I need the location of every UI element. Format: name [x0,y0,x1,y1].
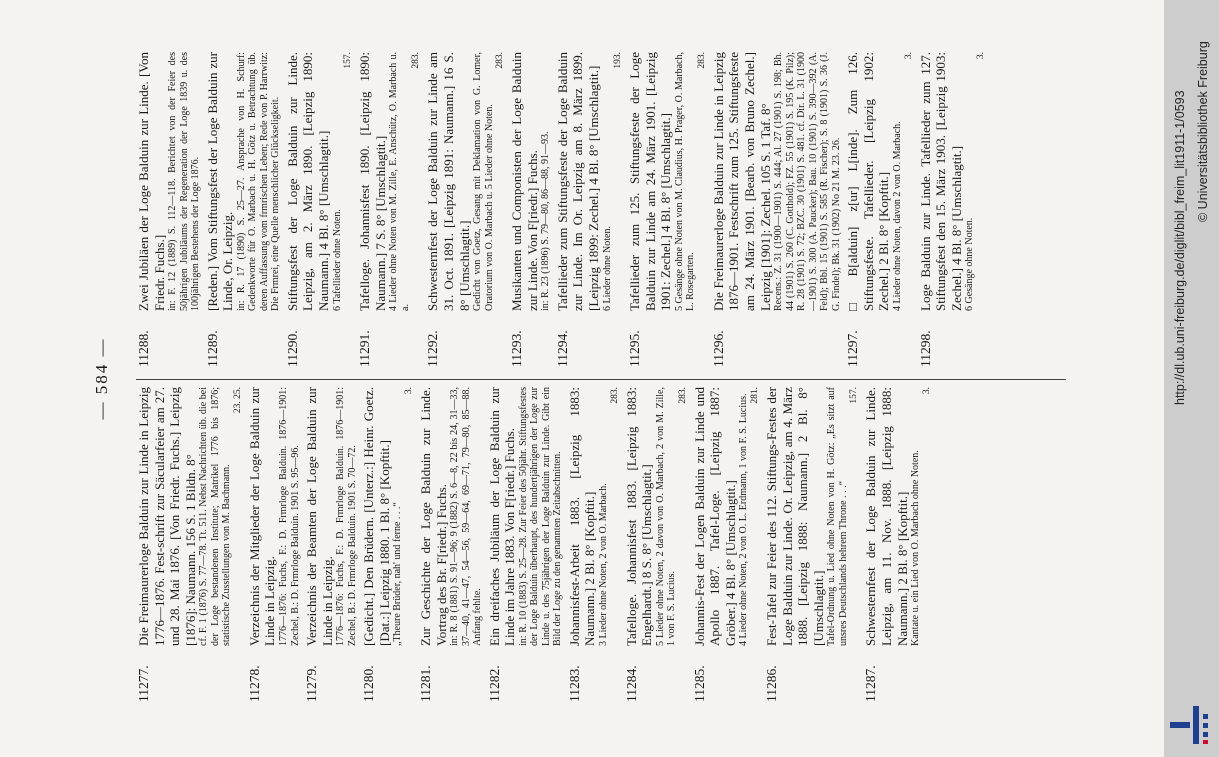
entry-note: in: R. 23 (1896) S. 79—80, 86—88, 91—93. [540,131,552,311]
entry-body [555,52,624,311]
entry-number: 11278. [246,665,262,702]
entry-note: 6 Lieder ohne Noten. [601,226,613,311]
entry-body [205,52,282,311]
entry-number: 11289. [204,330,220,367]
ub-freiburg-logo-icon [1170,702,1214,748]
bibliography-entry [624,387,689,702]
entry-note: 4 Lieder ohne Noten, 2 von O. L. Erdmann, 1 von F. S. Lucius. [738,393,750,646]
entry-note: 1776—1876: Fuchs, F.: D. Frmrloge Balduin. 1876—1901: Zechel, B.: D. Frmrloge Balduin. 1901 S. 95—96. [278,387,301,646]
entry-title: Die Freimaurerloge Balduin zur Linde in Leipzig 1776—1876. Fest-schrift zur Säcularfeier am 27. und 28. Mai 1876. [Von Friedr. Fuchs.] Leipzig [1876]: Naumann. 156 S. 1 Bildn. 8° [136,387,198,646]
entry-note: Kantate u. ein Lied von O. Marbach ohne Noten. [910,450,922,646]
entry-reference: 281. [749,387,760,404]
bibliography-entry [627,52,708,367]
entry-note: Gedicht von Goetz, Gesang mit Deklamation von G. Lomer, Oratorium von O. Marbach u. 5 Lieder ohne Noten. [472,52,495,311]
entry-number: 11283. [566,665,582,702]
entry-body [136,52,202,311]
bibliography-entry [711,52,842,367]
entry-note: Recens.: Z. 31 (1900—1901) S. 444; Al. 27 (1901) S. 198; Bh. 44 (1901) S. 260 (C. Gotthold); FZ. 55 (1901) S. 195 (K. Pilz); R. 28 (1901) S. 72; BZC. 30 (1901) S. 481. cf. Dir. L. 31 (1900—1901) S. 300 (A. Paucker); Bau. 10 (1901) S. 390—392 (A. Feld); Bbl. 15 (1901) S. 585 (R. Fischer); S. 8 (1901) S. 36 (J. G. Findel); Bk. 31 (1902) No 21 M. 23. 26. [773,52,842,311]
entry-body [136,387,244,646]
entry-note: „Theure Brüder, nah' und ferne . . .“ [392,502,404,646]
entry-title: Tafellieder zum 125. Stiftungsfeste der Loge Balduin zur Linde am 24. März 1901. [Leipzig 1901: Zechel.] 4 Bl. 8° [Umschlagtit.] [627,52,674,311]
bibliography-entry [304,387,358,702]
entry-note: in: R. 10 (1883) S. 25—28. Zur Feier des 50jähr. Stiftungsfestes der Loge Balduin überhaupt, des hundertjährigen der Loge zur Linde u. des 75jährigen der Loge Balduin zur Linde. Gibt ein Bild der Loge zu den genannten Zeitabschnitten. [517,387,564,646]
entry-reference: 157. [849,387,860,404]
entry-title: Fest-Tafel zur Feier des 112. Stiftungs-Festes der Loge Balduin zur Linde. Or. Leipzig, am 4. März 1888. [Leipzig 1888: Naumann.] 2 Bl. 8° [Umschlagtit.] [763,387,826,646]
entry-title: Musikanten und Componisten der Loge Balduin zur Linde. Von F[riedr.] Fuchs. [509,52,540,311]
entry-note: 6 Tafellieder ohne Noten. [331,209,343,311]
entry-number: 11297. [845,330,861,367]
right-column [136,52,1086,367]
entry-number: 11295. [627,330,643,367]
entry-body [247,387,301,646]
entry-number: 11296. [710,330,726,367]
left-column [136,387,1086,702]
entry-body [627,52,708,311]
bibliography-entry [918,52,987,367]
entry-note: Tafel-Ordnung u. Lied ohne Noten von H. Götz: „Es sitzt auf unsres Deutschlands hehrem Throne . . .“ [826,387,849,646]
entry-body [425,52,506,311]
entry-number: 11285. [691,665,707,702]
entry-title: Zur Geschichte der Loge Balduin zur Linde. Vortrag des Br. F[riedr.] Fuchs. [417,387,449,646]
entry-title: Verzeichnis der Mitglieder der Loge Balduin zur Linde in Leipzig. [246,387,278,646]
entry-reference: 3. [921,387,932,395]
entry-body [285,52,354,311]
source-url[interactable]: http://dl.ub.uni-freiburg.de/diglit/bibl_freim_lit1911-1/0593 [1173,90,1187,405]
entry-body [357,52,422,311]
entry-reference: 3. [903,52,914,60]
entry-reference: 283. [609,387,620,404]
entry-body [418,387,484,646]
entry-note: in: R. 8 (1881) S. 91—96; 9 (1882) S. 6—8, 22 bis 24, 31—33, 37—40, 41—47, 54—56, 59—64, 69—71, 79—80, 85—88. Anfang fehlte. [449,387,484,646]
entry-reference: 193. [613,52,624,69]
bibliography-entry [425,52,506,367]
entry-number: 11287. [863,665,879,702]
entry-number: 11294. [554,330,570,367]
entry-note: in: F. 12 (1889) S. 112—118. Berichtet von der Feier des 50jährigen Jubiläums der Regeneration der Loge 1839 u. des 100jährigen Bestehens der Loge 1876. [167,52,202,311]
bibliography-entry [136,52,202,367]
bibliography-entry [567,387,621,702]
entry-note: 1776—1876: Fuchs, F.: D. Frmrloge Balduin. 1876—1901: Zechel, B.: D. Frmrloge Balduin. 1901 S. 70—72. [335,387,358,646]
entry-reference: 283. [696,52,707,69]
entry-number: 11279. [304,665,320,702]
entry-note: 5 Gesänge ohne Noten von M. Claudius, H. Prager, O. Marbach, L. Rosegarten. [673,52,697,311]
entry-number: 11290. [284,330,300,367]
bibliography-entry [509,52,552,367]
entry-note: 5 Lieder ohne Noten, 2 davon von O. Marbach, 2 von M. Zille, 1 von F. S. Lucius. [654,387,678,646]
entry-note: 4 Lieder ohne Noten, davon 2 von O. Marbach. [892,121,904,311]
entry-body [764,387,860,646]
bibliography-entry [863,387,932,702]
column-divider [136,379,1066,380]
entry-number: 11291. [357,330,373,367]
entry-body [692,387,761,646]
entry-reference: 283. [495,52,506,69]
entry-number: 11282. [486,665,502,702]
entry-body [487,387,564,646]
bibliography-entry [418,387,484,702]
page-number: — 584 — [92,337,111,420]
entry-number: 11277. [136,665,151,702]
entry-body [845,52,914,311]
entry-title: [Gedicht.] Den Brüdern. [Unterz.:] Heinr. Goetz. [Dat.:] Leipzig 1880. 1 Bl. 8° [Kopftit.] [361,387,392,646]
entry-title: Johannisfest-Arbeit 1883. [Leipzig 1883: Naumann.] 2 Bl. 8° [Kopftit.] [566,387,598,646]
entry-number: 11284. [623,665,639,702]
entry-number: 11286. [763,665,779,702]
entry-title: Verzeichnis der Beamten der Loge Balduin zur Linde in Leipzig. [304,387,335,646]
entry-body [863,387,932,646]
entry-body [567,387,621,646]
entry-number: 11293. [509,330,525,367]
bibliography-entry [247,387,301,702]
bibliography-entry [205,52,282,367]
entry-reference: 157. [343,52,354,69]
entry-body [624,387,689,646]
entry-body [918,52,987,311]
entry-reference: 283. [411,52,422,69]
bibliography-entry [285,52,354,367]
copyright-notice: © Universitätsbibliothek Freiburg [1196,41,1210,222]
entry-title: [Reden.] Vom Stiftungsfest der Loge Balduin zur Linde, Or. Leipzig. [204,52,236,311]
entry-note: cf. F. 1 (1876) S. 77—78. Tt. 511. Nebst Nachrichten üb. die bei der Loge bestandenen Institute; Matrikel 1776 bis 1876; statistische Zusstellungen von M. Bachmann. [198,387,233,646]
entry-number: 11292. [425,330,441,367]
entry-reference: 3. [403,387,414,395]
entry-title: Die Freimaurerloge Balduin zur Linde in Leipzig 1876—1901. Festschrift zum 125. Stiftungsfeste am 24. März 1901. [Bearb. von Bruno Zechel.] Leipzig [1901]: Zechel. 105 S. 1 Taf. 8° [710,52,773,311]
entry-number: 11281. [417,665,433,702]
bibliography-entry [555,52,624,367]
bibliography-entry [136,387,244,702]
entry-number: 11280. [361,665,377,702]
bibliography-entry [764,387,860,702]
entry-note: in: R. 17 (1890) S. 25—27. Ansprache von H. Schurf: Gedenkworte für O. Marbach u. H. Götz u. Betrachtung üb. deren Auffassung vom frmrischen Leben; Rede von P. Harrwitz: Die Frmrei, eine Quelle menschlicher Glückseligkeit. [235,52,282,311]
entry-note: 3 Lieder ohne Noten, 2 von O. Marbach. [598,483,609,646]
entry-title: Tafelloge. Johannisfest 1890. [Leipzig 1890: Naumann.] 7 S. 8° [Umschlagtit.] [357,52,388,311]
entry-title: Loge Balduin zur Linde. Tafellieder zum 127. Stiftungsfest den 15. März 1903. [Leipzig 1903: Zechel.] 4 Bl. 8° [Umschlagtit.] [917,52,964,311]
entry-title: Tafelloge. Johannisfest 1883. [Leipzig 1883: Engelhardt.] 8 S. 8° [Umschlagtit.] [623,387,655,646]
bibliography-entry [487,387,564,702]
entry-note: 6 Gesänge ohne Noten. [964,217,976,311]
entry-number: 11288. [136,330,151,367]
entry-body [304,387,358,646]
entry-title: Schwesternfest der Loge Balduin zur Linde. Leipzig, am 11. Nov. 1888. [Leipzig 1888: Naumann.] 2 Bl. 8° [Kopftit.] [863,387,910,646]
entry-title: Stiftungsfest der Loge Balduin zur Linde. Leipzig, am 2. März 1890. [Leipzig 1890: Naumann.] 4 Bl. 8° [Umschlagtit.] [284,52,332,311]
entry-reference: 283. [677,387,688,404]
entry-reference: 3. [975,52,986,60]
entry-body [509,52,552,311]
entry-body [361,387,415,646]
entry-body [711,52,842,311]
entry-reference: 23. 25. [232,387,243,414]
entry-number: 11298. [917,330,933,367]
bibliography-entry [692,387,761,702]
bibliography-entry [357,52,422,367]
entry-title: Ein dreifaches Jubiläum der Loge Balduin zur Linde im Jahre 1883. Von F[riedr.] Fuchs. [486,387,518,646]
entry-title: □ B[alduin] z[ur] L[inde]. Zum 126. Stiftungsfeste. Tafellieder. [Leipzig 1902: Zechel.] 2 Bl. 8° [Kopftit.] [845,52,892,311]
bibliography-entry [361,387,415,702]
entry-title: Johannis-Fest der Logen Balduin zur Linde und Apollo 1887. Tafel-Loge. [Leipzig 1887: Gröber.] 4 Bl. 8° [Umschlagtit.] [691,387,738,646]
entry-note: 4 Lieder ohne Noten von M. Zille, E. Anschütz, O. Marbach u. a. [388,52,411,311]
entry-title: Tafellieder zum Stiftungsfeste der Loge Balduin zur Linde. Im Or. Leipzig am 8. März 1899. [Leipzig 1899: Zechel.] 4 Bl. 8° [Umschlagtit.] [554,52,601,311]
entry-title: Zwei Jubiläen der Loge Balduin zur Linde. [Von Friedr. Fuchs.] [136,52,167,311]
entry-title: Schwesternfest der Loge Balduin zur Linde am 31. Oct. 1891. [Leipzig 1891: Naumann.] 16 S. 8° [Umschlagtit.] [425,52,472,311]
bibliography-entry [845,52,914,367]
